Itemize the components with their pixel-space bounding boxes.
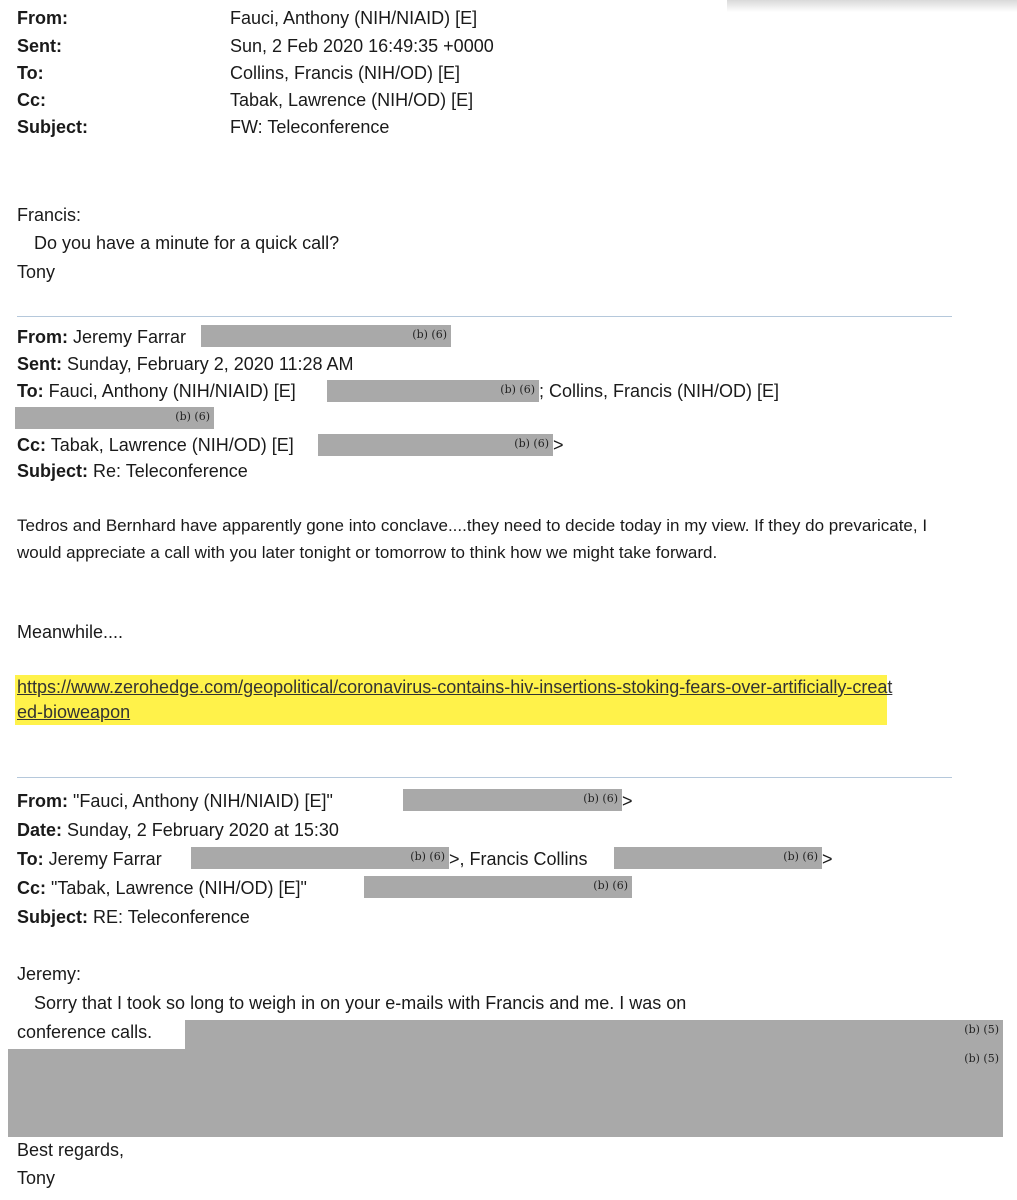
msg3-signature: Tony bbox=[17, 1168, 56, 1188]
cc-value: Tabak, Lawrence (NIH/OD) [E] bbox=[230, 90, 474, 110]
redaction-box bbox=[614, 847, 822, 869]
redaction-box bbox=[15, 407, 214, 429]
msg3-line1: Sorry that I took so long to weigh in on your e-mails with Francis and me. I was on bbox=[34, 993, 687, 1013]
redaction-box bbox=[201, 325, 451, 347]
redaction-box bbox=[8, 1049, 1003, 1137]
msg3-subject-label: Subject: bbox=[17, 907, 89, 927]
sent-value: Sun, 2 Feb 2020 16:49:35 +0000 bbox=[230, 36, 494, 56]
msg3-closing: Best regards, bbox=[17, 1140, 125, 1160]
from-label: From: bbox=[17, 8, 68, 28]
msg3-subject bbox=[17, 907, 250, 928]
msg3-salutation: Jeremy: bbox=[17, 964, 82, 984]
redaction-box bbox=[185, 1020, 1003, 1050]
msg3-to-end: > bbox=[822, 849, 833, 869]
msg2-to-value: Fauci, Anthony (NIH/NIAID) [E] bbox=[48, 381, 296, 401]
msg2-subject-label: Subject: bbox=[17, 461, 89, 481]
from-value: Fauci, Anthony (NIH/NIAID) [E] bbox=[230, 8, 478, 28]
msg2-cc-label: Cc: bbox=[17, 435, 47, 455]
sent-label: Sent: bbox=[17, 36, 62, 56]
redaction-code: (b) (6) bbox=[783, 850, 818, 863]
body1-line: Do you have a minute for a quick call? bbox=[34, 233, 340, 253]
msg3-cc-label: Cc: bbox=[17, 878, 47, 898]
msg2-cc-value: Tabak, Lawrence (NIH/OD) [E] bbox=[50, 435, 294, 455]
msg3-line2: conference calls. bbox=[17, 1022, 153, 1042]
redaction-code: (b) (5) bbox=[964, 1023, 999, 1036]
redaction-code: (b) (6) bbox=[175, 410, 210, 423]
redaction-box bbox=[364, 876, 632, 898]
subject-label: Subject: bbox=[17, 117, 89, 137]
msg2-from bbox=[17, 327, 186, 348]
msg2-to-rest: ; Collins, Francis (NIH/OD) [E] bbox=[539, 381, 780, 401]
msg3-to-value: Jeremy Farrar bbox=[48, 849, 162, 869]
msg2-subject-value: Re: Teleconference bbox=[93, 461, 248, 481]
subject-value: FW: Teleconference bbox=[230, 117, 390, 137]
msg3-subject-value: RE: Teleconference bbox=[93, 907, 250, 927]
msg2-to-label: To: bbox=[17, 381, 44, 401]
msg3-from-label: From: bbox=[17, 791, 68, 811]
to-label: To: bbox=[17, 63, 44, 83]
msg3-date-value: Sunday, 2 February 2020 at 15:30 bbox=[67, 820, 339, 840]
msg3-cc-value: "Tabak, Lawrence (NIH/OD) [E]" bbox=[51, 878, 307, 898]
divider bbox=[17, 777, 952, 778]
redaction-code: (b) (5) bbox=[964, 1052, 999, 1065]
body1-salutation: Francis: bbox=[17, 205, 82, 225]
scan-shadow bbox=[727, 0, 1017, 12]
msg2-to bbox=[17, 381, 296, 402]
cc-label: Cc: bbox=[17, 90, 47, 110]
msg3-from bbox=[17, 791, 333, 812]
msg2-from-value: Jeremy Farrar bbox=[73, 327, 187, 347]
msg2-cc bbox=[17, 435, 294, 456]
msg2-meanwhile: Meanwhile.... bbox=[17, 622, 124, 642]
msg2-cc-end: > bbox=[553, 435, 564, 455]
redaction-code: (b) (6) bbox=[410, 850, 445, 863]
redaction-code: (b) (6) bbox=[583, 792, 618, 805]
zerohedge-link[interactable]: https://www.zerohedge.com/geopolitical/coronavirus-contains-hiv-insertions-stoking-fears-over-artificially-created-bioweapon bbox=[17, 677, 893, 722]
divider bbox=[17, 316, 952, 317]
redaction-code: (b) (6) bbox=[593, 879, 628, 892]
msg2-subject bbox=[17, 461, 248, 482]
redaction-box bbox=[191, 847, 449, 869]
msg3-date bbox=[17, 820, 339, 841]
msg2-sent bbox=[17, 354, 354, 375]
msg2-paragraph: Tedros and Bernhard have apparently gone into conclave....they need to decide today in my view. If they do prevaricate, I would appreciate a call with you later tonight or tomorrow to think how we might take forward. bbox=[17, 516, 928, 562]
redaction-box bbox=[403, 789, 622, 811]
msg3-from-end: > bbox=[622, 791, 633, 811]
msg3-cc bbox=[17, 878, 307, 899]
msg2-sent-label: Sent: bbox=[17, 354, 62, 374]
redaction-code: (b) (6) bbox=[514, 437, 549, 450]
msg3-to-label: To: bbox=[17, 849, 44, 869]
msg3-date-label: Date: bbox=[17, 820, 63, 840]
msg2-from-label: From: bbox=[17, 327, 68, 347]
msg2-sent-value: Sunday, February 2, 2020 11:28 AM bbox=[67, 354, 354, 374]
redaction-code: (b) (6) bbox=[412, 328, 447, 341]
redaction-box bbox=[327, 380, 539, 402]
body1-signature: Tony bbox=[17, 262, 56, 282]
msg3-from-value: "Fauci, Anthony (NIH/NIAID) [E]" bbox=[73, 791, 333, 811]
msg3-to bbox=[17, 849, 162, 870]
redaction-box bbox=[318, 434, 553, 456]
redaction-code: (b) (6) bbox=[500, 383, 535, 396]
msg3-to-rest: >, Francis Collins bbox=[449, 849, 588, 869]
to-value: Collins, Francis (NIH/OD) [E] bbox=[230, 63, 461, 83]
